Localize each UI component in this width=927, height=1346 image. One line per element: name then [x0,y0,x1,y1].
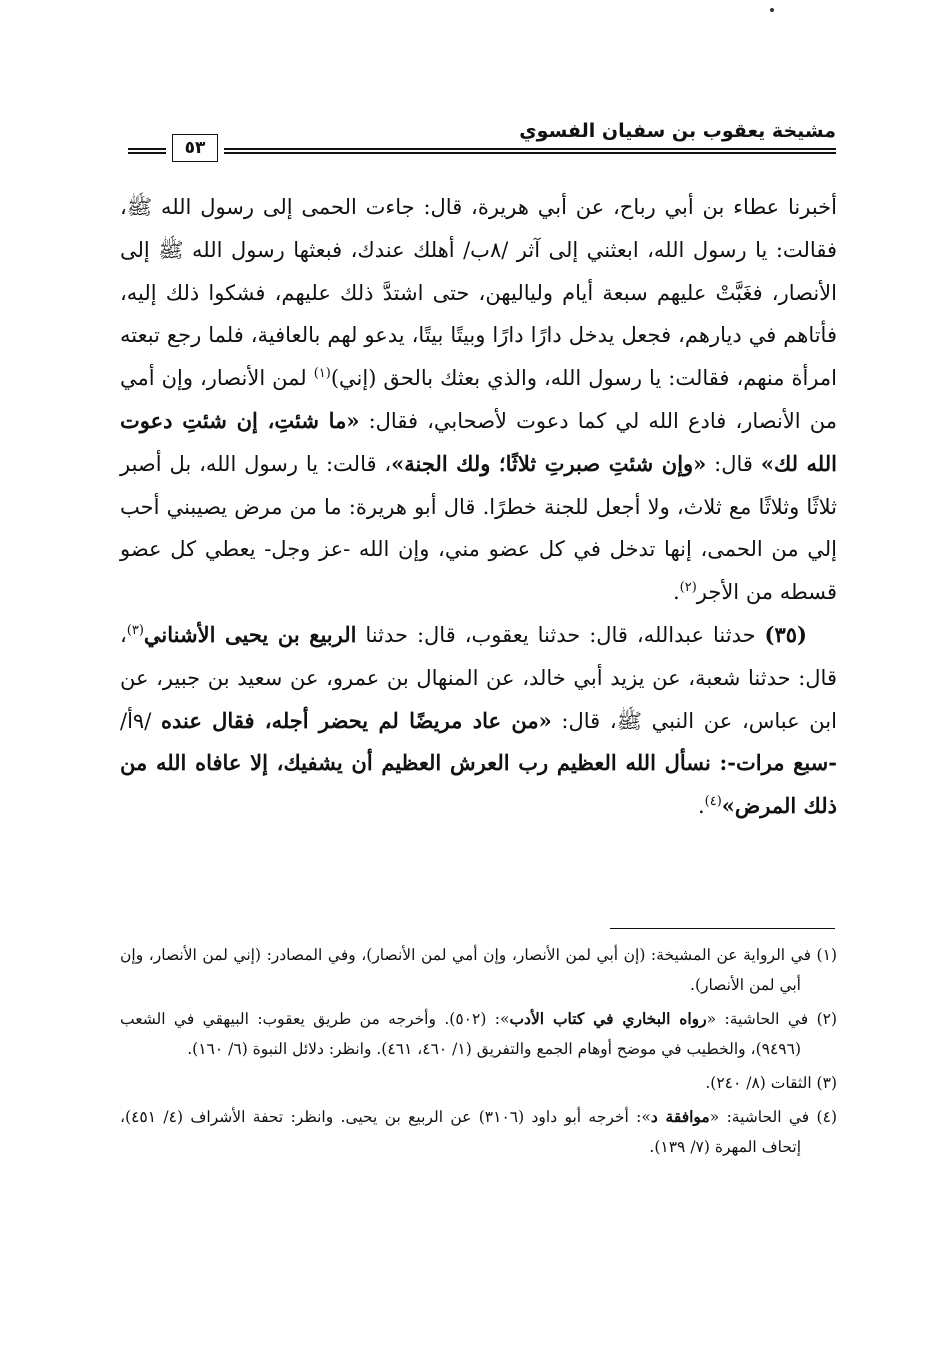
narrator-name: الربيع بن يحيى الأشناني [143,621,357,647]
footnote-2 [120,1004,837,1064]
text-run: »: أخرجه أبو داود (٣١٠٦) عن الربيع بن يحيى. وانظر: تحفة الأشراف (٤/ ٤٥١)، إتحاف المهرة (٧/ ١٣٩). [120,1108,801,1156]
text-run: (٢) في الحاشية: « [706,1010,838,1028]
footnote-1: (١) في الرواية عن المشيخة: (إن أبي لمن الأنصار، وإن أمي لمن الأنصار)، وفي المصادر: (إني لمن الأنصار، وإن أبي لمن الأنصار). [120,946,837,994]
text-run: (٤) في الحاشية: « [709,1108,837,1126]
running-title: مشيخة يعقوب بن سفيان الفسوي [519,120,836,142]
footnote-ref-4[interactable]: (٤) [704,794,722,810]
text-run: لمن الأنصار، وإن أمي من الأنصار، فادع الله لي كما دعوت لأصحابي، فقال: [120,366,837,433]
prophet-quote: «وإن شئتِ صبرتِ ثلاثًا؛ ولك الجنة» [391,450,707,476]
prophet-quote: «ما شئتِ، إن شئتِ دعوت الله لك» [120,407,837,476]
paragraph-hadith-34 [120,186,837,614]
footnote-ref-1[interactable]: (١) [313,366,331,382]
text-run: »: (٥٠٢). وأخرجه من طريق يعقوب: البيهقي في الشعب (٩٤٩٦)، والخطيب في موضح أوهام الجمع والتفريق (١/ ٤٦٠، ٤٦١). وانظر: دلائل النبوة (٦/ ١٦٠). [120,1010,801,1058]
text-run: /٩أ/ [120,708,161,733]
text-run: . [697,794,705,819]
scan-speck [770,8,774,12]
paragraph-hadith-35 [120,614,837,828]
main-text [120,186,837,828]
text-run: ، قالت: يا رسول الله، بل أصبر ثلاثًا وثلاثًا مع ثلاث، ولا أجعل للجنة خطرًا. قال أبو هريرة: ما من مرض يصيبني أحب إلي من الحمى، إنها تدخل في كل عضو مني، وإن الله -عز وجل- يعطي كل عضو قسطه من الأجر [120,451,838,605]
footnote-3: (٣) الثقات (٨/ ٢٤٠). [705,1074,837,1092]
text-run: أخبرنا عطاء بن أبي رباح، عن أبي هريرة، قال: جاءت الحمى إلى رسول الله ﷺ، فقالت: يا رسول الله، ابعثني إلى آثر /٨ب/ أهلك عندك، فبعثها رسول الله ﷺ إلى الأنصار، فغَبَّتْ عليهم سبعة أيام ولياليهن، حتى اشتدَّ ذلك عليهم، فشكوا ذلك إليه، فأتاهم في ديارهم، فجعل يدخل دارًا دارًا وبيتًا بيتًا، يدعو لهم بالعافية، فلما رجع تبعته امرأة منهم، فقالت: يا رسول الله، والذي بعثك بالحق (إني) [120,195,837,391]
text-run: حدثنا عبدالله، قال: حدثنا يعقوب، قال: حدثنا [356,622,765,647]
footnote-4 [120,1102,837,1162]
footnotes [120,940,837,1166]
hadith-number: (٣٥) [764,621,807,647]
prophet-quote: -سبع مرات-: نسأل الله العظيم رب العرش العظيم أن يشفيك، إلا عافاه الله من ذلك المرض» [120,750,837,819]
page-header [128,118,836,162]
text-run: قال: [706,451,761,476]
header-rule-short [128,148,166,154]
footnote-ref-3[interactable]: (٣) [126,622,144,638]
footnote-separator [610,928,835,929]
margin-note: رواه البخاري في كتاب الأدب [509,1009,707,1028]
text-run: . [672,580,680,605]
text-run: ، قال: حدثنا شعبة، عن يزيد أبي خالد، عن المنهال بن عمرو، عن سعيد بن جبير، عن ابن عباس، عن النبي ﷺ، قال: [120,622,837,733]
header-rule [224,148,836,154]
page-number: ٥٣ [172,134,218,162]
footnote-ref-2[interactable]: (٢) [679,580,697,596]
margin-note: موافقة د [650,1107,710,1126]
prophet-quote: «من عاد مريضًا لم يحضر أجله، فقال عنده [160,707,552,733]
